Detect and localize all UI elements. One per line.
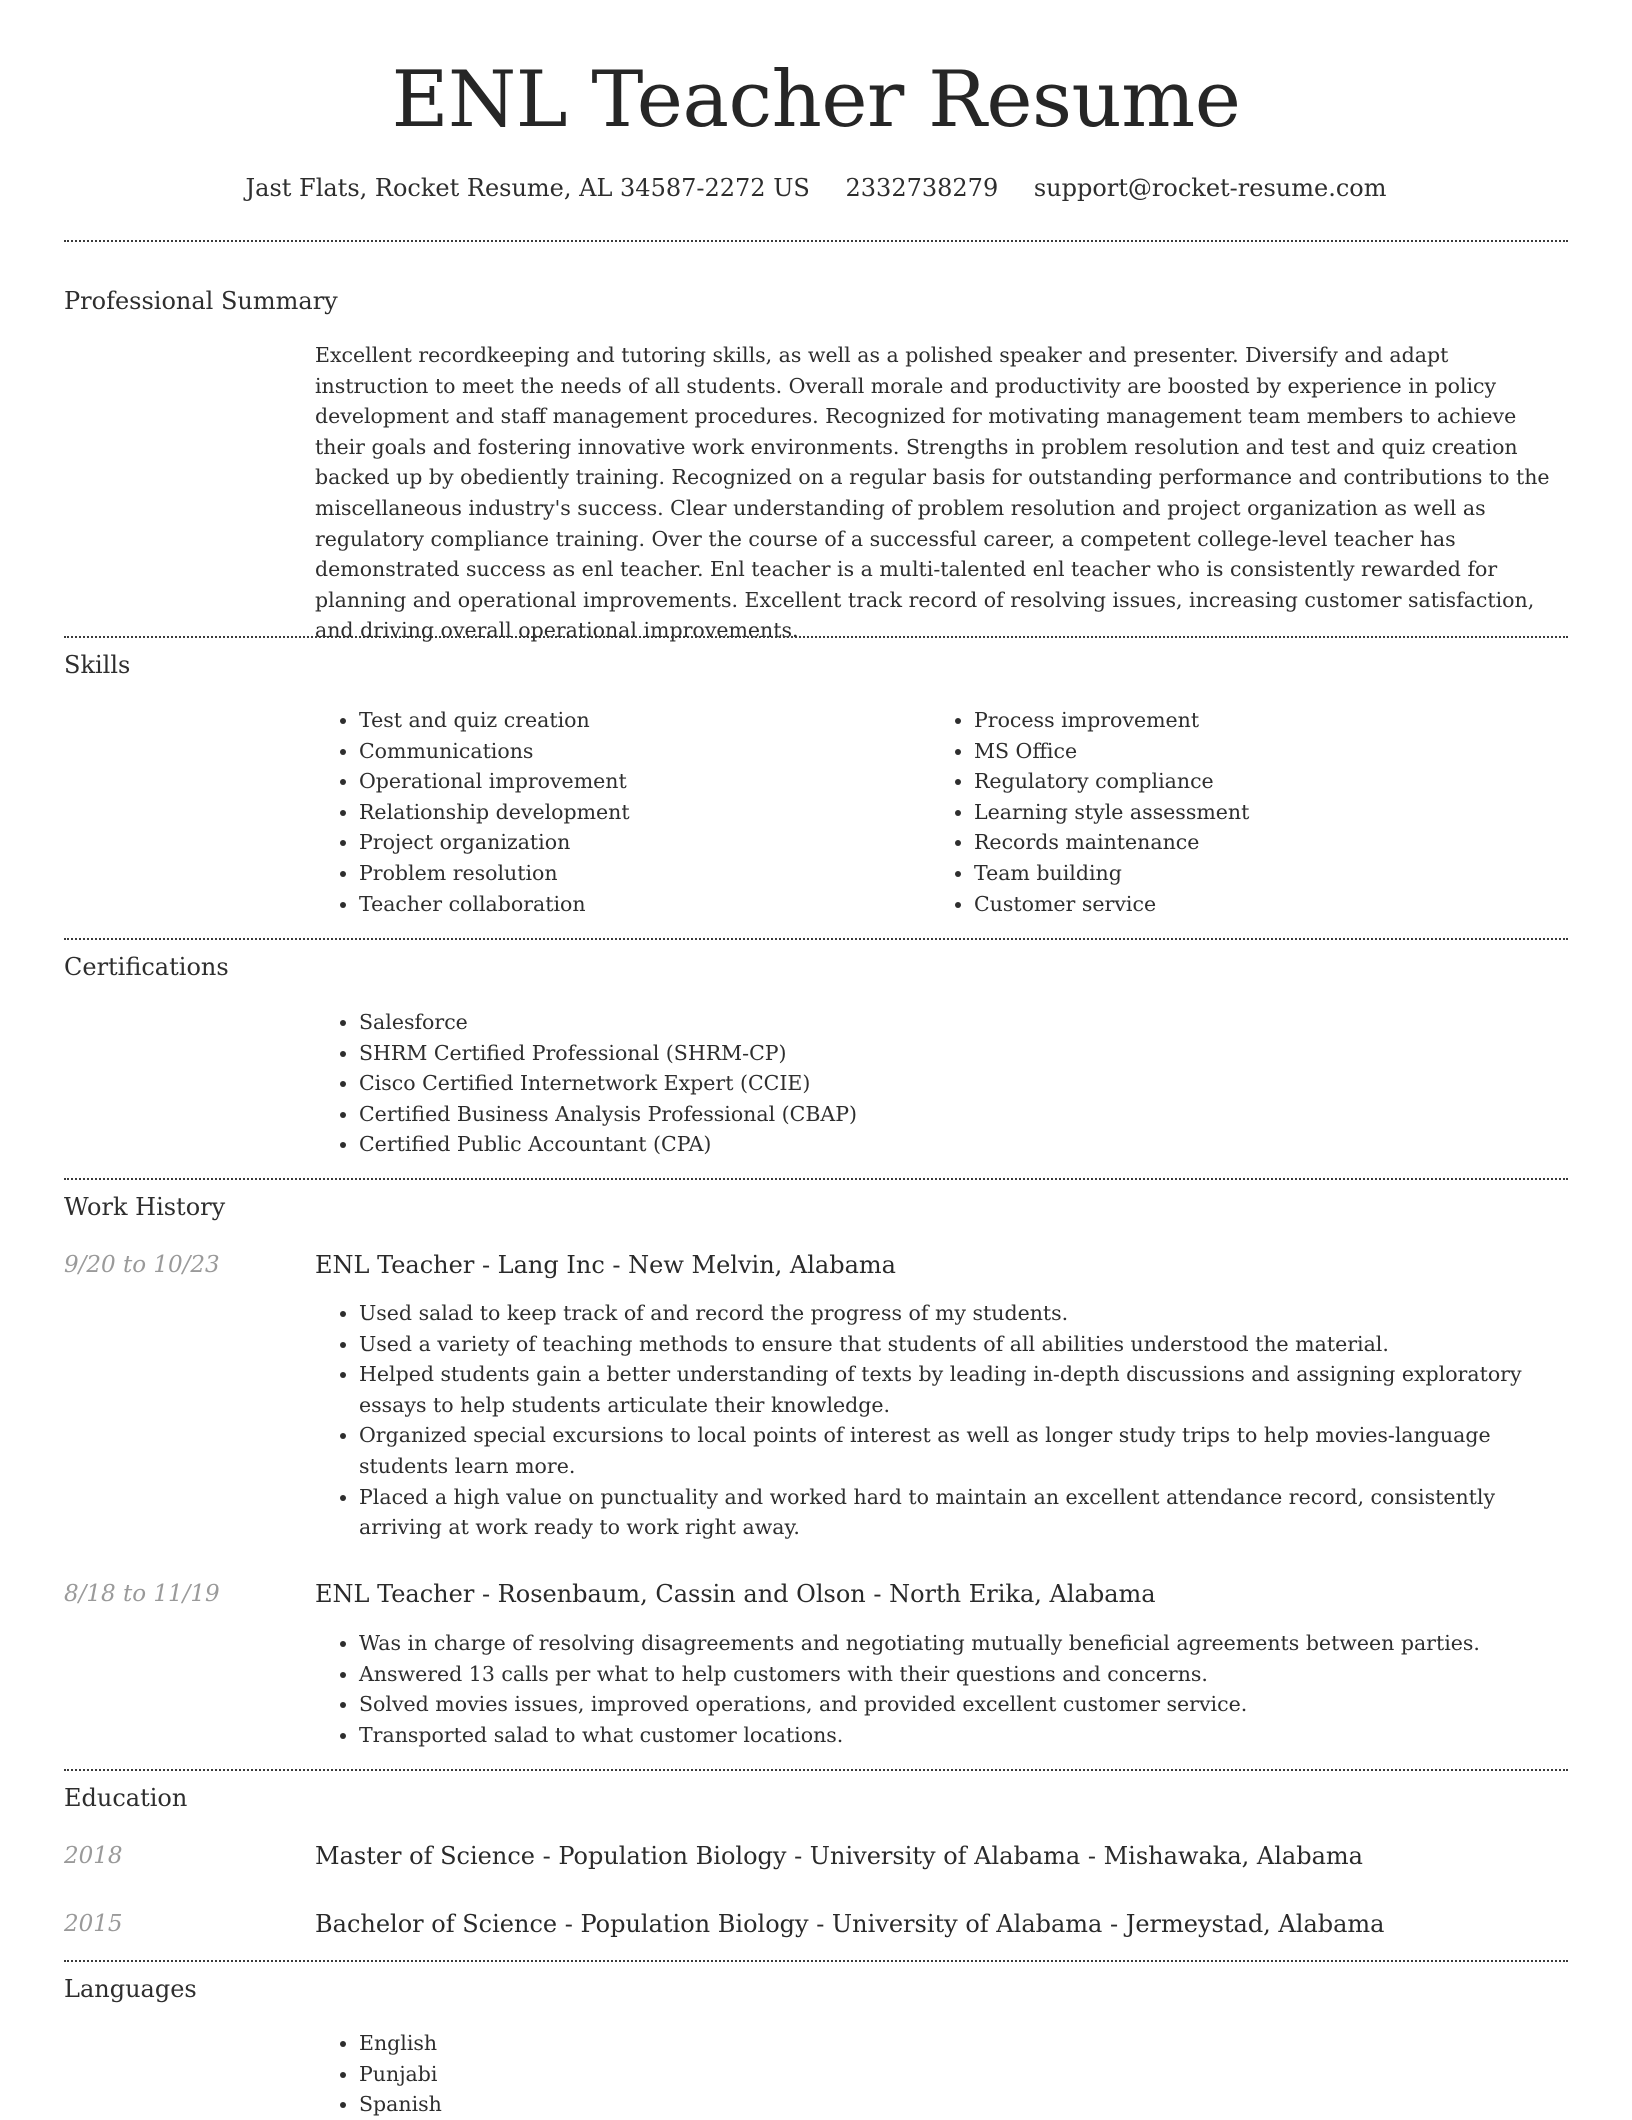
skill-item: • Relationship development xyxy=(359,797,919,828)
education-year: 2015 xyxy=(64,1911,123,1937)
job-dates: 8/18 to 11/19 xyxy=(64,1581,220,1607)
certification-item: • Certified Business Analysis Professional (CBAP) xyxy=(359,1099,1559,1130)
job-bullet: • Used salad to keep track of and record the progress of my students. xyxy=(359,1298,1568,1329)
skills-heading: Skills xyxy=(64,651,131,679)
summary-heading: Professional Summary xyxy=(64,287,338,315)
skill-item: • Teacher collaboration xyxy=(359,889,919,920)
job-bullets xyxy=(315,1298,1568,1543)
language-item: • Spanish xyxy=(359,2089,959,2120)
skill-item: • Problem resolution xyxy=(359,858,919,889)
job-title: ENL Teacher - Lang Inc - New Melvin, Alabama xyxy=(315,1251,896,1279)
resume-title: ENL Teacher Resume xyxy=(391,55,1241,145)
skill-item: • Regulatory compliance xyxy=(974,766,1574,797)
contact-phone: 2332738279 xyxy=(845,174,999,202)
education-degree: Bachelor of Science - Population Biology - University of Alabama - Jermeystad, Alabama xyxy=(315,1910,1385,1938)
job-bullet: • Answered 13 calls per what to help customers with their questions and concerns. xyxy=(359,1659,1568,1690)
skill-item: • Communications xyxy=(359,736,919,767)
contact-email: support@rocket-resume.com xyxy=(1033,174,1387,202)
education-year: 2018 xyxy=(64,1843,123,1869)
skills-list-left xyxy=(315,705,919,919)
skill-item: • Customer service xyxy=(974,889,1574,920)
job-bullet: • Solved movies issues, improved operations, and provided excellent customer service. xyxy=(359,1689,1568,1720)
section-divider xyxy=(64,1178,1568,1180)
language-item: • Punjabi xyxy=(359,2059,959,2090)
section-divider xyxy=(64,938,1568,940)
section-divider xyxy=(64,1769,1568,1771)
skills-list-right xyxy=(930,705,1574,919)
skill-item: • MS Office xyxy=(974,736,1574,767)
job-bullet: • Organized special excursions to local points of interest as well as longer study trips to help movies-language students learn more. xyxy=(359,1420,1568,1481)
section-divider xyxy=(64,240,1568,242)
job-bullet: • Placed a high value on punctuality and worked hard to maintain an excellent attendance record, consistently arriving at work ready to work right away. xyxy=(359,1482,1568,1543)
certification-item: • Salesforce xyxy=(359,1007,1559,1038)
language-item: • English xyxy=(359,2028,959,2059)
certifications-heading: Certifications xyxy=(64,953,229,981)
languages-list xyxy=(315,2028,959,2120)
certifications-list xyxy=(315,1007,1559,1160)
job-bullet: • Transported salad to what customer locations. xyxy=(359,1720,1568,1751)
job-bullet: • Used a variety of teaching methods to ensure that students of all abilities understood the material. xyxy=(359,1329,1568,1360)
contact-address: Jast Flats, Rocket Resume, AL 34587-2272 US xyxy=(245,174,810,202)
skill-item: • Learning style assessment xyxy=(974,797,1574,828)
job-bullet: • Helped students gain a better understanding of texts by leading in-depth discussions and assigning exploratory essays to help students articulate their knowledge. xyxy=(359,1359,1568,1420)
section-divider xyxy=(64,1960,1568,1962)
contact-line xyxy=(0,170,1632,206)
section-divider xyxy=(64,636,1568,638)
job-dates: 9/20 to 10/23 xyxy=(64,1252,220,1278)
skill-item: • Records maintenance xyxy=(974,827,1574,858)
skill-item: • Team building xyxy=(974,858,1574,889)
languages-heading: Languages xyxy=(64,1975,197,2003)
skill-item: • Project organization xyxy=(359,827,919,858)
skill-item: • Process improvement xyxy=(974,705,1574,736)
work-history-heading: Work History xyxy=(64,1193,226,1221)
certification-item: • Cisco Certified Internetwork Expert (CCIE) xyxy=(359,1068,1559,1099)
certification-item: • Certified Public Accountant (CPA) xyxy=(359,1129,1559,1160)
summary-text: Excellent recordkeeping and tutoring skills, as well as a polished speaker and presenter. Diversify and adapt instruction to meet the needs of all students. Overall morale and productivity are boosted by experience in policy development and staff management procedures. Recognized for motivating management team members to achieve their goals and fostering innovative work environments. Strengths in problem resolution and test and quiz creation backed up by obediently training. Recognized on a regular basis for outstanding performance and contributions to the miscellaneous industry's success. Clear understanding of problem resolution and project organization as well as regulatory compliance training. Over the course of a successful career, a competent college-level teacher has demonstrated success as enl teacher. Enl teacher is a multi-talented enl teacher who is consistently rewarded for planning and operational improvements. Excellent track record of resolving issues, increasing customer satisfaction, and driving overall operational improvements. xyxy=(315,343,1550,643)
job-bullet: • Was in charge of resolving disagreements and negotiating mutually beneficial agreements between parties. xyxy=(359,1628,1568,1659)
job-bullets xyxy=(315,1628,1568,1750)
education-heading: Education xyxy=(64,1784,188,1812)
certification-item: • SHRM Certified Professional (SHRM-CP) xyxy=(359,1038,1559,1069)
skill-item: • Test and quiz creation xyxy=(359,705,919,736)
job-title: ENL Teacher - Rosenbaum, Cassin and Olson - North Erika, Alabama xyxy=(315,1580,1156,1608)
skill-item: • Operational improvement xyxy=(359,766,919,797)
education-degree: Master of Science - Population Biology - University of Alabama - Mishawaka, Alabama xyxy=(315,1842,1363,1870)
